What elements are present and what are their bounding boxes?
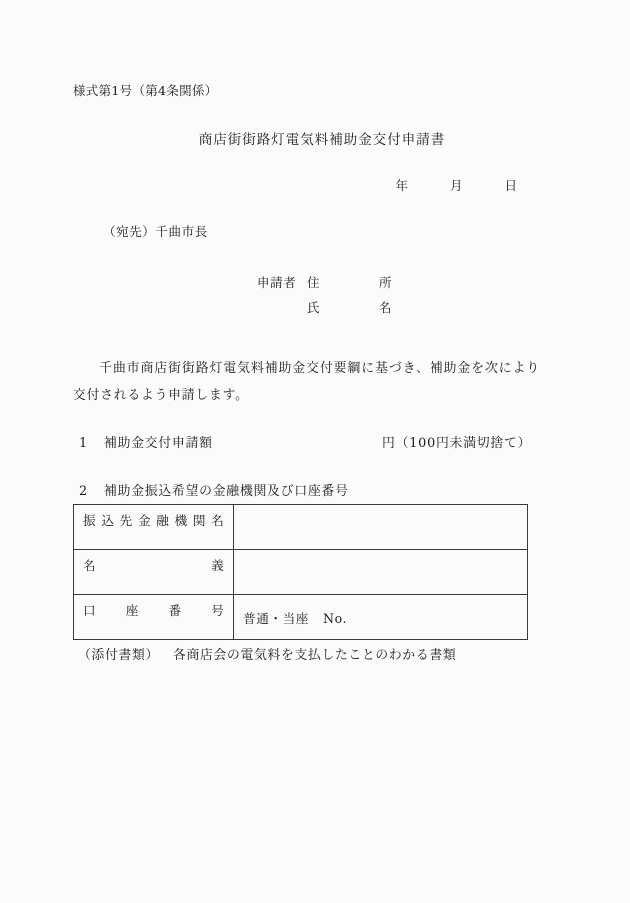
applicant-address-label-2: 所 bbox=[379, 275, 393, 290]
applicant-name-label: 氏 bbox=[307, 300, 321, 315]
account-number-value-cell[interactable] bbox=[234, 595, 528, 640]
table-row bbox=[74, 505, 528, 550]
date-day-label: 日 bbox=[504, 178, 517, 193]
item-1-unit: 円（100円未満切捨て） bbox=[382, 436, 532, 451]
page-title: 商店街街路灯電気料補助金交付申請書 bbox=[198, 132, 446, 148]
item-2-number: 2 bbox=[79, 484, 88, 499]
paragraph-text: 千曲市商店街街路灯電気料補助金交付要綱に基づき、補助金を次により交付されるよう申請します。 bbox=[73, 361, 540, 403]
account-holder-value-cell[interactable] bbox=[234, 550, 528, 595]
form-number: 様式第1号（第4条関係） bbox=[73, 83, 218, 98]
bank-name-label: 振込先金融機関名 bbox=[83, 513, 224, 528]
attachment-note bbox=[78, 644, 456, 663]
bank-name-value-cell[interactable] bbox=[234, 505, 528, 550]
applicant-name-row bbox=[257, 295, 392, 320]
bank-name-label-cell bbox=[74, 505, 234, 550]
date-year-label: 年 bbox=[395, 178, 409, 193]
attachment-text: 各商店会の電気料を支払したことのわかる書類 bbox=[172, 648, 457, 663]
bank-account-table bbox=[73, 504, 528, 640]
body-paragraph bbox=[73, 355, 540, 409]
account-type-label: 普通・当座 bbox=[243, 610, 309, 626]
applicant-label: 申請者 bbox=[257, 275, 297, 290]
applicant-name-label-2: 名 bbox=[379, 300, 393, 315]
account-number-label: 口座番号 bbox=[83, 603, 224, 618]
account-holder-label-cell bbox=[74, 550, 234, 595]
item-2-label: 補助金振込希望の金融機関及び口座番号 bbox=[104, 484, 349, 499]
date-month-label: 月 bbox=[450, 178, 463, 193]
date-line bbox=[0, 176, 630, 194]
account-number-value bbox=[243, 611, 347, 626]
item-1-number: 1 bbox=[79, 436, 88, 451]
account-holder-label: 名義 bbox=[83, 558, 224, 573]
applicant-address-label: 住 bbox=[307, 275, 321, 290]
account-number-label-cell bbox=[74, 595, 234, 640]
applicant-address-row bbox=[257, 270, 392, 295]
applicant-block bbox=[257, 270, 392, 320]
table-row bbox=[74, 550, 528, 595]
attachment-label: （添付書類） bbox=[78, 648, 159, 663]
addressee: （宛先）千曲市長 bbox=[103, 224, 208, 239]
item-1 bbox=[79, 432, 532, 451]
item-1-label: 補助金交付申請額 bbox=[104, 436, 213, 451]
account-number-no-label: No. bbox=[322, 610, 348, 626]
item-2 bbox=[79, 480, 349, 499]
table-row bbox=[74, 595, 528, 640]
